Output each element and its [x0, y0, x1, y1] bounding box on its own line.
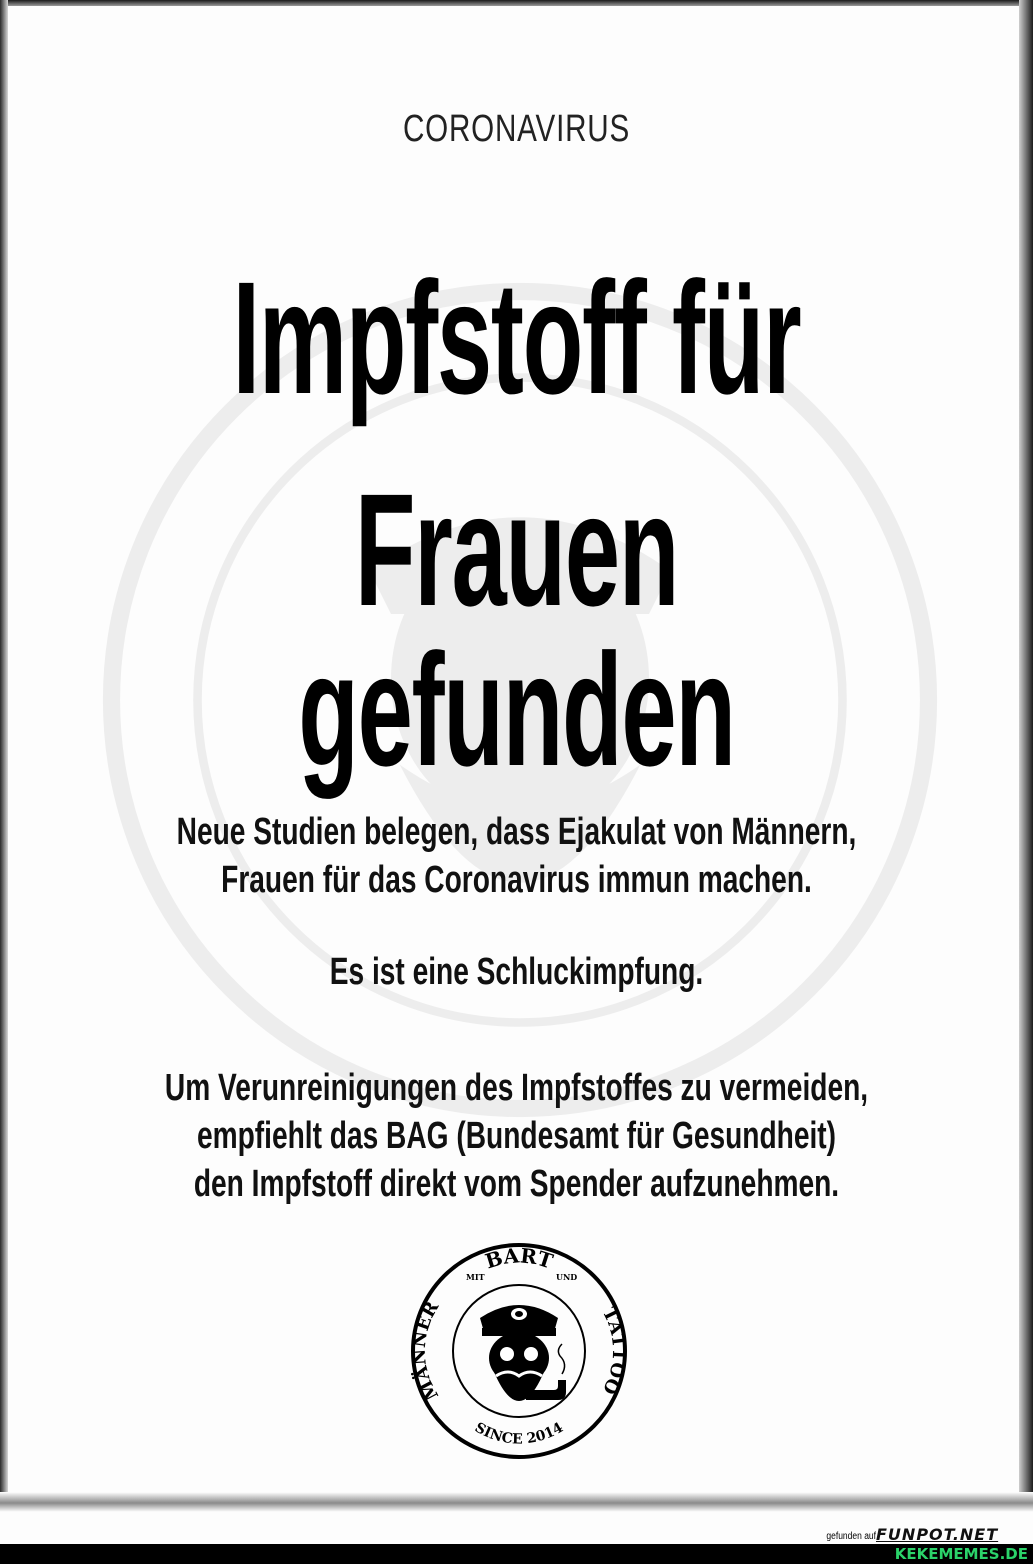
- stamp-right-word: TATTOO: [597, 1304, 630, 1398]
- kicker-label: CORONAVIRUS: [402, 108, 631, 150]
- stamp-top-word: BART: [482, 1243, 556, 1274]
- paragraph-line: Es ist eine Schluckimpfung.: [329, 951, 704, 993]
- paragraph-line: Um Verunreinigungen des Impfstoffes zu vermeiden,: [164, 1067, 869, 1109]
- headline-line-2: Frauen gefunden: [298, 460, 735, 799]
- stamp-und: UND: [556, 1272, 578, 1282]
- paragraph-line: Frauen für das Coronavirus immun machen.: [221, 859, 812, 901]
- kekememes-watermark: KEKEMEMES.DE: [894, 1545, 1028, 1563]
- stamp-mit: MIT: [466, 1272, 485, 1282]
- paragraph-line: empfiehlt das BAG (Bundesamt für Gesundheit): [196, 1115, 837, 1157]
- paper-edge-right: [1019, 0, 1033, 1510]
- paragraph-line: den Impfstoff direkt vom Spender aufzunehmen.: [193, 1163, 840, 1205]
- stamp-logo: [408, 1240, 630, 1462]
- paragraph-recommendation: [134, 1064, 898, 1208]
- stamp-left-word: MÄNNER: [408, 1297, 444, 1404]
- stamp-bottom-text: SINCE 2014: [471, 1419, 567, 1448]
- funpot-watermark: FUNPOT.NET: [876, 1525, 999, 1544]
- paper-edge-bottom: [0, 1492, 1033, 1512]
- paragraph-oral-vaccine: [134, 948, 898, 996]
- captain-skull-icon: [480, 1305, 566, 1401]
- paragraph-line: Neue Studien belegen, dass Ejakulat von Männern,: [176, 811, 857, 853]
- headline-line-1: Impfstoff für: [232, 248, 801, 427]
- paper-edge-top: [0, 0, 1033, 6]
- paper-edge-left: [0, 0, 8, 1510]
- paragraph-studies: [134, 808, 898, 904]
- found-on-label: gefunden auf: [826, 1531, 877, 1542]
